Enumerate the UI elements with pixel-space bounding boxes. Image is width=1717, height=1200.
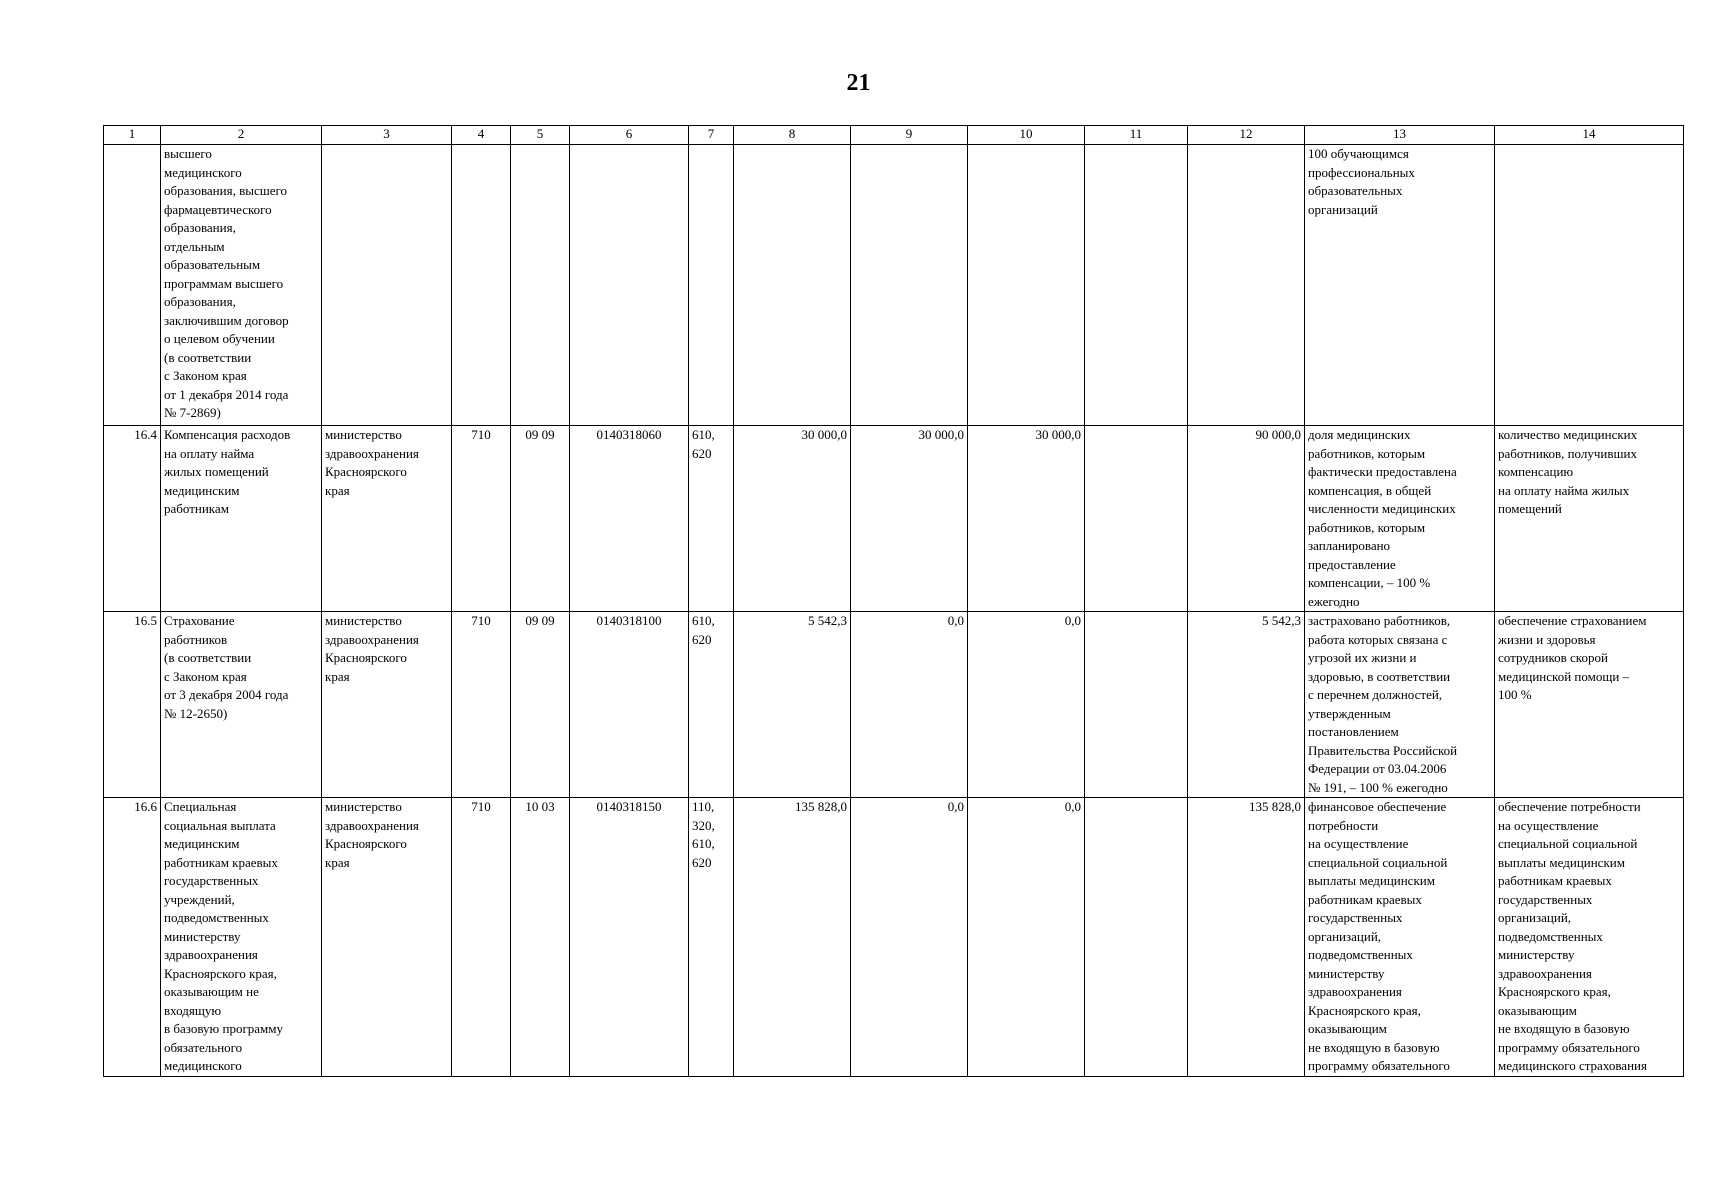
target-article-cell: 0140318100 xyxy=(570,612,689,798)
administrator-cell: министерство здравоохранения Красноярского края xyxy=(322,426,452,612)
target-article-cell: 0140318060 xyxy=(570,426,689,612)
amount-total-cell xyxy=(1188,145,1305,426)
column-header: 11 xyxy=(1085,126,1188,145)
amount-total-cell: 5 542,3 xyxy=(1188,612,1305,798)
column-header: 3 xyxy=(322,126,452,145)
section-code-cell: 09 09 xyxy=(511,612,570,798)
expense-type-cell: 610, 620 xyxy=(689,426,734,612)
amount-year1-cell: 30 000,0 xyxy=(734,426,851,612)
measure-name-cell: Специальная социальная выплата медицинским работникам краевых государственных учреждений, подведомственных министерству здравоохранения Красноярского края, оказывающим не входящую в базовую программу обязательного медицинского xyxy=(161,798,322,1077)
column-header: 4 xyxy=(452,126,511,145)
column-header: 9 xyxy=(851,126,968,145)
expected-result-cell: доля медицинских работников, которым фактически предоставлена компенсация, в общей численности медицинских работников, которым запланировано предоставление компенсации, – 100 % ежегодно xyxy=(1305,426,1495,612)
row-number-cell: 16.4 xyxy=(104,426,161,612)
grbs-code-cell: 710 xyxy=(452,798,511,1077)
column-header: 5 xyxy=(511,126,570,145)
measure-name-cell: высшего медицинского образования, высшего фармацевтического образования, отдельным образовательным программам высшего образования, заключившим договор о целевом обучении (в соответствии с Законом края от 1 декабря 2014 года № 7-2869) xyxy=(161,145,322,426)
amount-col11-cell xyxy=(1085,612,1188,798)
expense-type-cell xyxy=(689,145,734,426)
expected-result-cell: застраховано работников, работа которых связана с угрозой их жизни и здоровью, в соответствии с перечнем должностей, утвержденным постановлением Правительства Российской Федерации от 03.04.2006 № 191, – 100 % ежегодно xyxy=(1305,612,1495,798)
amount-col11-cell xyxy=(1085,145,1188,426)
indicator-cell: обеспечение потребности на осуществление специальной социальной выплаты медицинским работникам краевых государственных организаций, подведомственных министерству здравоохранения Красноярского края, оказывающим не входящую в базовую программу обязательного медицинского страхования xyxy=(1495,798,1684,1077)
amount-year1-cell: 5 542,3 xyxy=(734,612,851,798)
amount-year2-cell: 30 000,0 xyxy=(851,426,968,612)
administrator-cell xyxy=(322,145,452,426)
table-row-16-4 xyxy=(104,426,1684,612)
expense-type-cell: 110, 320, 610, 620 xyxy=(689,798,734,1077)
amount-year1-cell xyxy=(734,145,851,426)
target-article-cell xyxy=(570,145,689,426)
section-code-cell: 09 09 xyxy=(511,426,570,612)
expected-result-cell: финансовое обеспечение потребности на осуществление специальной социальной выплаты медицинским работникам краевых государственных организаций, подведомственных министерству здравоохранения Красноярского края, оказывающим не входящую в базовую программу обязательного xyxy=(1305,798,1495,1077)
amount-year3-cell xyxy=(968,145,1085,426)
amount-year3-cell: 0,0 xyxy=(968,612,1085,798)
amount-year2-cell xyxy=(851,145,968,426)
amount-year1-cell: 135 828,0 xyxy=(734,798,851,1077)
amount-year3-cell: 30 000,0 xyxy=(968,426,1085,612)
amount-col11-cell xyxy=(1085,426,1188,612)
amount-year2-cell: 0,0 xyxy=(851,612,968,798)
row-number-cell xyxy=(104,145,161,426)
page-number: 21 xyxy=(846,70,871,96)
column-header: 13 xyxy=(1305,126,1495,145)
column-header: 1 xyxy=(104,126,161,145)
grbs-code-cell: 710 xyxy=(452,612,511,798)
program-measures-table xyxy=(103,125,1684,1077)
amount-year3-cell: 0,0 xyxy=(968,798,1085,1077)
column-header: 14 xyxy=(1495,126,1684,145)
column-header: 6 xyxy=(570,126,689,145)
expense-type-cell: 610, 620 xyxy=(689,612,734,798)
section-code-cell: 10 03 xyxy=(511,798,570,1077)
column-header: 12 xyxy=(1188,126,1305,145)
administrator-cell: министерство здравоохранения Красноярского края xyxy=(322,612,452,798)
grbs-code-cell: 710 xyxy=(452,426,511,612)
column-header: 7 xyxy=(689,126,734,145)
column-number-header-row xyxy=(104,126,1684,145)
measure-name-cell: Страхование работников (в соответствии с Законом края от 3 декабря 2004 года № 12-2650) xyxy=(161,612,322,798)
column-header: 10 xyxy=(968,126,1085,145)
table-row-16-6 xyxy=(104,798,1684,1077)
indicator-cell: обеспечение страхованием жизни и здоровья сотрудников скорой медицинской помощи – 100 % xyxy=(1495,612,1684,798)
table-row-16-5 xyxy=(104,612,1684,798)
amount-year2-cell: 0,0 xyxy=(851,798,968,1077)
expected-result-cell: 100 обучающимся профессиональных образовательных организаций xyxy=(1305,145,1495,426)
target-article-cell: 0140318150 xyxy=(570,798,689,1077)
administrator-cell: министерство здравоохранения Красноярского края xyxy=(322,798,452,1077)
amount-total-cell: 135 828,0 xyxy=(1188,798,1305,1077)
indicator-cell: количество медицинских работников, получивших компенсацию на оплату найма жилых помещений xyxy=(1495,426,1684,612)
measure-name-cell: Компенсация расходов на оплату найма жилых помещений медицинским работникам xyxy=(161,426,322,612)
section-code-cell xyxy=(511,145,570,426)
amount-col11-cell xyxy=(1085,798,1188,1077)
column-header: 8 xyxy=(734,126,851,145)
row-number-cell: 16.6 xyxy=(104,798,161,1077)
column-header: 2 xyxy=(161,126,322,145)
indicator-cell xyxy=(1495,145,1684,426)
grbs-code-cell xyxy=(452,145,511,426)
amount-total-cell: 90 000,0 xyxy=(1188,426,1305,612)
row-number-cell: 16.5 xyxy=(104,612,161,798)
table-row-continuation xyxy=(104,145,1684,426)
